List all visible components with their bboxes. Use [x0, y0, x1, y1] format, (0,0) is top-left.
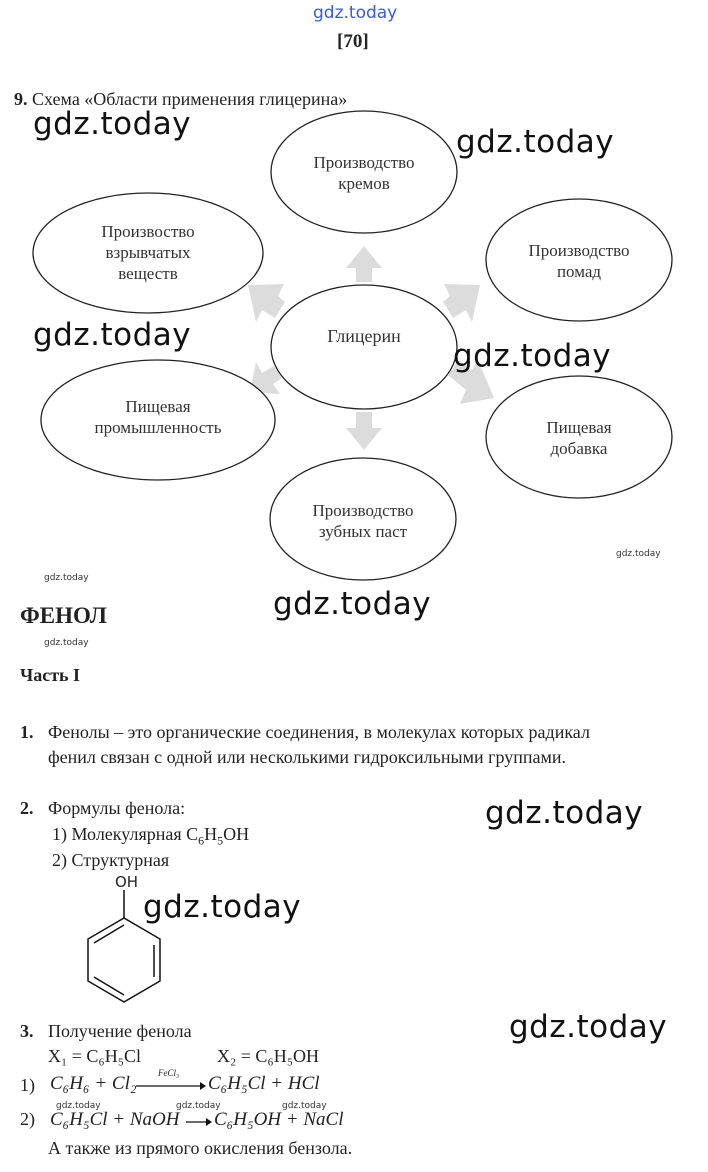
q2-item2: 2) Структурная — [52, 850, 170, 870]
arrow-up — [346, 246, 382, 282]
reaction2-left: C₆H₅Cl + NaOH — [50, 1109, 180, 1130]
section-title: ФЕНОЛ — [20, 603, 107, 628]
watermark-small: gdz.today — [616, 549, 661, 559]
arrow-upper-right — [443, 284, 480, 322]
oh-label: OH — [115, 873, 139, 891]
lipsticks-label: Производство помад — [528, 241, 630, 281]
task9-number: 9. — [14, 89, 28, 109]
watermark-small: gdz.today — [56, 1101, 101, 1111]
reaction2-right: C₆H₅OH + NaCl — [214, 1109, 344, 1130]
reaction1-left: C₆H₆ + Cl₂ — [50, 1073, 137, 1094]
creams-label: Производство кремов — [313, 153, 415, 193]
toothpaste-label: Производство зубных паст — [312, 501, 414, 541]
center-label: Глицерин — [327, 326, 401, 346]
watermark: gdz.today — [456, 124, 615, 160]
q3-x2: X₂ = C₆H₅OH — [217, 1046, 319, 1066]
watermark: gdz.today — [485, 795, 644, 831]
q3-title: Получение фенола — [48, 1021, 192, 1041]
watermark-small: gdz.today — [282, 1101, 327, 1111]
q1-line1: Фенолы – это органические соединения, в молекулах которых радикал — [48, 722, 590, 742]
reaction1-arrow-icon — [136, 1080, 206, 1092]
q3-x1: X₁ = C₆H₅Cl — [48, 1046, 141, 1066]
q2-title: Формулы фенола: — [48, 798, 186, 818]
watermark-small: gdz.today — [176, 1101, 221, 1111]
watermark: gdz.today — [509, 1009, 668, 1045]
q3-number: 3. — [20, 1021, 34, 1041]
q1-line2: фенил связан с одной или несколькими гидроксильными группами. — [48, 747, 567, 767]
part-title: Часть I — [20, 665, 81, 685]
watermark: gdz.today — [143, 889, 302, 925]
task9-title: Схема «Области применения глицерина» — [32, 89, 348, 109]
food-additive-label: Пищевая добавка — [546, 418, 612, 458]
center-ellipse — [271, 285, 457, 409]
watermark: gdz.today — [33, 317, 192, 353]
reaction1-catalyst: FeCl₃ — [158, 1068, 180, 1078]
top-watermark: gdz.today — [313, 3, 398, 23]
watermark-small: gdz.today — [44, 638, 89, 648]
watermark: gdz.today — [33, 106, 192, 142]
reaction2-arrow-icon — [186, 1116, 212, 1128]
reaction2-number: 2) — [20, 1109, 35, 1129]
explosives-label: Произвоство взрывчатых веществ — [101, 222, 195, 283]
q2-number: 2. — [20, 798, 34, 818]
arrow-down — [346, 412, 382, 450]
arrow-upper-left — [248, 284, 285, 322]
q3-note: А также из прямого окисления бензола. — [48, 1138, 353, 1158]
reaction1-number: 1) — [20, 1075, 35, 1095]
q2-item1: 1) Молекулярная $C_6H_5OH$ — [52, 824, 250, 848]
page-number: [70] — [337, 31, 369, 52]
benzene-ring-structure — [70, 888, 180, 1008]
reaction1-right: C₆H₅Cl + HCl — [208, 1073, 320, 1094]
watermark-small: gdz.today — [44, 573, 89, 583]
watermark: gdz.today — [453, 338, 612, 374]
q1-number: 1. — [20, 722, 34, 742]
watermark: gdz.today — [273, 586, 432, 622]
food-industry-label: Пищевая промышленность — [94, 397, 222, 437]
